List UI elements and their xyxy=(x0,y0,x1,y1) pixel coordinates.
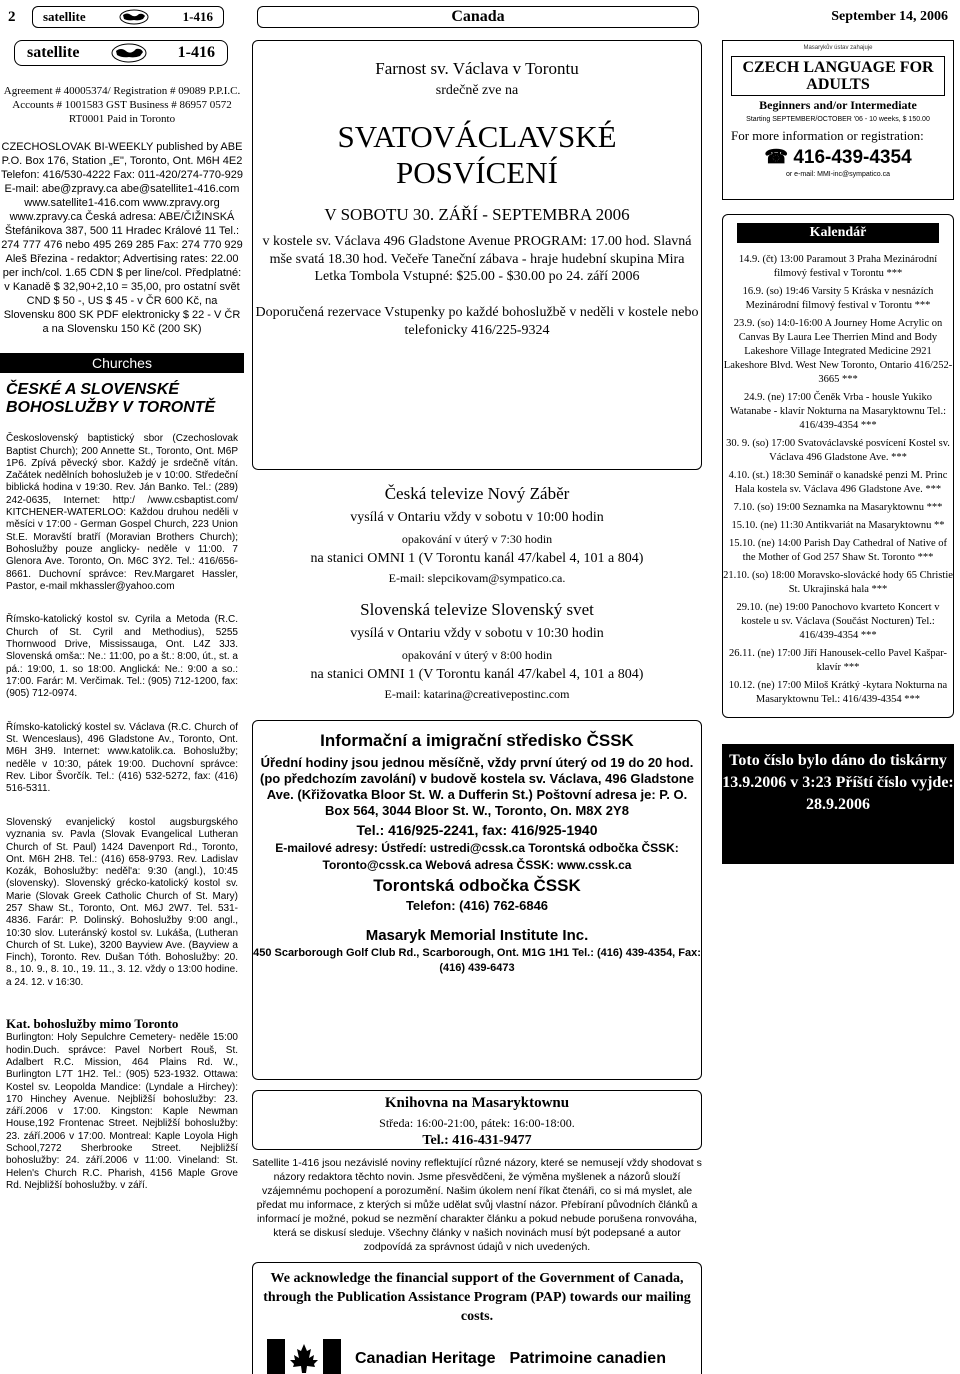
czech-tv-repeat: opakování v úterý v 7:30 hodin xyxy=(401,532,553,546)
ad-intro: Masarykův ústav zahajuje xyxy=(803,45,873,51)
kat-services-title: Kat. bohoslužby mimo Toronto xyxy=(6,1016,179,1032)
calendar-event: 16.9. (so) 19:46 Varsity 5 Kráska v nesnázích Mezinárodní filmový festival v Torontu *** xyxy=(742,286,934,311)
church-paragraph: Československý baptistický sbor (Czechoslovak Baptist Church); 200 Annette St., Toronto, Ont. M6P 1P6. Zpívá pěvecký sbor. Každý je srdečně vítán. Začátek nedělních bohoslužeb je v 10:00. Středeční biblická hodina v 19:30. Rev. Ján Banko. Tel.: (289) 242-0635, Internet: http:/ /www.csbaptist.com/ KITCHENER-WATERLOO: Každou druhou neděli v měsíci v 17:00 - German Gospel Church, 223 Union St.E. Moravští bratří (Moravian Brothers Church); Bohoslužby pouze anglicky- neděle v 11:00. 7 Glenora Ave. Toronto, On. M6C 3Y2. Tel.: 416/656-8661. Duchovní správce: Rev.Margaret Hassler, Pastor, e-mail mkhassler@yahoo.com xyxy=(6,433,238,592)
header-section-title: Canada xyxy=(257,6,699,28)
masthead-logo-right: 1-416 xyxy=(177,44,215,61)
canadian-heritage-logo xyxy=(267,1339,666,1374)
event-program: v kostele sv. Václava 496 Gladstone Avenue PROGRAM: 17.00 hod. Slavná mše svatá 18.30 hod. Večeře Taneční zábava - hraje hudební skupina Mira Letka Tombola Vstupné: $25.00 - $30.00 po 24. září 2006 xyxy=(262,234,692,285)
calendar-box xyxy=(722,214,954,718)
church-paragraph: Slovenský evanjelický kostol augsburgského vyznania sv. Pavla (Slovak Evangelical Lutheran Church of St. Paul) 1424 Davenport Rd., Toronto, Ont. M6H 2H8. Tel.: (416) 658-9793. Rev. Ladislav Kozák, Bohoslužby: neděl'a: 9:30 (angl.), 10:45 (slovensky). Slovenský grécko-katolický kostol sv. Marie (Slovak Greek Catholic Church of St. Mary) 257 Shaw St., Toronto, Ont. M6J 2W7. Tel. 531-4836. Farár: P. Dolinský. Bohoslužby 9:00 angl., 10:30 slov. Luteránský kostol sv. Lukáša, (Lutheran Church of St. Luke), 3200 Bayview Ave. (Bayview a Finch), Toronto. Rev. Dušan Tóth. Bohoslužby: 20. 8., 10. 9., 8. 10., 19. 11., 3. 12. vždy o 13:00 hodine. a 24. 12. v 16:30. xyxy=(6,816,238,988)
header-date: September 14, 2006 xyxy=(831,9,948,24)
church-paragraph: Římsko-katolický kostol sv. Cyrila a Metoda (R.C. Church of St. Cyril and Methodius), 5255 Thornwood Drive, Mississauga, Ont. L4Z 3J3. Slovenská omša:: Ne.: 11:00, po a št.: 8:00, út., st. a pá.: 19:00, 1. so 18:00. Anglická: Ne.: 9:00 a so.: 17:00. Farár: M. Verčimak. Tel.: (905) 712-1200, fax: (905) 712-0974. xyxy=(6,614,238,700)
middle-column xyxy=(252,40,702,1374)
event-date: V SOBOTU 30. ZÁŘÍ - SEPTEMBRA 2006 xyxy=(324,205,630,224)
slovak-tv-repeat: opakování v úterý v 8:00 hodin xyxy=(401,648,553,662)
calendar-event: 10.12. (ne) 17:00 Miloš Krátký -kytara Nokturna na Masaryktownu Tel.: 416/439-4354 *** xyxy=(728,680,948,705)
header-logo-left: satellite xyxy=(43,9,86,24)
czech-tv-station: na stanici OMNI 1 (V Torontu kanál 47/kabel 4, 101 a 804) xyxy=(310,551,644,566)
slovak-tv-schedule: vysílá v Ontariu vždy v sobotu v 10:30 hodin xyxy=(350,626,604,641)
ad-info: For more information or registration: xyxy=(731,128,924,143)
calendar-event: 15.10. (ne) 11:30 Antikvariát na Masaryktownu ** xyxy=(731,520,945,531)
canada-flag-icon xyxy=(267,1339,341,1374)
calendar-event: 14.9. (čt) 13:00 Paramout 3 Praha Mezinárodní filmový festival v Torontu *** xyxy=(738,254,938,279)
czech-tv-block xyxy=(252,484,702,586)
ad-email: or e-mail: MMI-inc@sympatico.ca xyxy=(786,171,890,178)
cssk-emails: E-mailové adresy: Ústředí: ustredi@cssk.ca Torontská odbočka ČSSK: Toronto@cssk.ca Webová adresa ČSSK: www.cssk.ca xyxy=(275,841,679,872)
calendar-event: 4.10. (st.) 18:30 Seminář o kanadské penzi M. Princ Hala kostela sv. Václava 496 Gladstone Ave. *** xyxy=(728,470,948,495)
czech-tv-email: E-mail: slepcikovam@sympatico.ca. xyxy=(388,571,566,585)
phone-icon: ☎ xyxy=(764,147,794,168)
library-phone: Tel.: 416-431-9477 xyxy=(422,1133,532,1148)
calendar-event: 30. 9. (so) 17:00 Svatováclavské posvícení Kostel sv. Václava 496 Gladstone Ave. *** xyxy=(726,438,950,463)
editorial-disclaimer: Satellite 1-416 jsou nezávislé noviny reflektující různé názory, které se nemusejí vždy shodovat s názory redaktora těchto novin. Jsme přesvědčeni, že výměna myšlenek a názorů slouží vzájemnému pochopení a porozumění. Našim úkolem není říkat čtenáři, co si má myslet, ale předat mu informace, z kterých si může udělat svůj vlastní názor. Přebíraní původních článků a informací je možné, pokud se nezmění charakter článku a pokud nebude porušena ronvováha, která se diskusí sleduje. Všechny články v našich novinách musí být podepsané a autor zodpovídá za správnost údajů v nich uvedených. xyxy=(252,1157,702,1253)
cssk-hours: Úřední hodiny jsou jednou měsíčně, vždy první úterý od 19 do 20 hod. (po předchozím zavolání) v budově kostela sv. Václava, 496 Gladstone Ave. (Křižovatka Bloor St. W. a Dufferin St.) Poštovní adresa je: P. O. Box 564, 3044 Bloor St. W., Toronto, On. M8X 2Y8 xyxy=(260,755,694,818)
calendar-event: 26.11. (ne) 17:00 Jiří Hanousek-cello Pavel Kašpar-klavír *** xyxy=(728,648,948,673)
czech-tv-schedule: vysílá v Ontariu vždy v sobotu v 10:00 hodin xyxy=(350,510,604,525)
masthead-contact: CZECHOSLOVAK BI-WEEKLY published by ABE P.O. Box 176, Station „E", Toronto, Ont. M6H 4E2 Telefon: 416/530-4222 Fax: 011-420/274-770-929 E-mail: abe@zpravy.ca abe@satellite1-416.com www.satellite1-416.com www.zpravy.org www.zpravy.ca Česká adresa: ABE/ČIŽINSKÁ Štefánikova 387, 500 11 Hradec Králové 11 Tel.: 274 777 476 nebo 495 269 285 Fax: 274 770 929 Aleš Březina - redaktor; Advertising rates: 22.00 per inch/col. 1.65 CDN $ per line/col. Předplatné: v Kanadě $ 32,90+2,10 = 35,00, pro ostatní svět CND $ 50 -, US $ 45 - v ČR 600 Kč, na Slovensku 800 SK PDF elektronicky $ 22 - V ČR a na Slovensku 150 Kč (200 SK) xyxy=(1,141,243,335)
cssk-title: Informační a imigrační středisko ČSSK xyxy=(320,731,634,750)
slovak-tv-station: na stanici OMNI 1 (V Torontu kanál 47/kabel 4, 101 a 804) xyxy=(310,667,644,682)
churches-list xyxy=(6,421,238,1010)
event-title: SVATOVÁCLAVSKÉ POSVÍCENÍ xyxy=(337,119,617,190)
ad-levels: Beginners and/or Intermediate xyxy=(759,98,917,112)
heritage-french: Patrimoine canadien xyxy=(509,1349,666,1367)
czech-language-ad xyxy=(722,40,954,200)
churches-section-bar: Churches xyxy=(0,353,244,373)
cssk-phone: Tel.: 416/925-2241, fax: 416/925-1940 xyxy=(356,822,598,838)
header-logo-right: 1-416 xyxy=(182,9,213,24)
kat-services-text: Burlington: Holy Sepulchre Cemetery- neděle 15:00 hodin.Duch. správce: Pavel Norbert Rouš, St. Adalbert R.C. Mission, 464 Plains Rd. W., Burlington L7T 1H2. Tel.: (905) 523-1932. Ottawa: Kostel sv. Leopolda Mandice: (Lyndale a Hirchey): 170 Hinchey Avenue. Nejbližší bohoslužby: 23. září.2006 v 17:00. Kingston: Kaple Newman House,192 Frontenac Street. Nejbližší bohoslužby: 23. září.2006 v 17:00. Montreal: Kaple Loyola High School,7272 Sherbrooke Street. Nejbližší bohoslužby: 24. září.2006 v 11:00. Vineland: St. Helen's Church R.C. Pharish, 4156 Maple Grove Rd. Nejbližší bohoslužby. v září. xyxy=(6,1032,238,1191)
calendar-event: 23.9. (so) 14:0-16:00 A Journey Home Acrylic on Canvas By Laura Lee Therrien Mind and Body Lakeshore Village Integrated Medicine 2921 Lakeshore Blvd. West New Toronto, Ontario 416/252-3665 *** xyxy=(723,318,953,385)
cssk-info-box xyxy=(252,720,702,1080)
library-box xyxy=(252,1090,702,1150)
masaryk-institute-title: Masaryk Memorial Institute Inc. xyxy=(365,927,589,944)
library-hours: Středa: 16:00-21:00, pátek: 16:00-18:00. xyxy=(379,1116,575,1130)
left-column xyxy=(0,40,244,1368)
masthead-info xyxy=(0,70,244,350)
invite-line: srdečně zve na xyxy=(435,83,519,98)
church-paragraph: Římsko-katolický kostel sv. Václava (R.C. Church of St. Wenceslaus), 496 Gladstone Av., Toronto, Ont. M6H 3H9. Internet: www.katolik.ca. Bohoslužby; neděle v 10:30, pátek 19:00. Duchovní správce: Rev. Libor Švorčík. Tel.: (416) 532-5272, fax: (416) 516-5311. xyxy=(6,721,238,795)
masthead-logo xyxy=(14,40,228,66)
calendar-event: 21.10. (so) 18:00 Moravsko-slovácké hody 65 Christie St. Ukrajinská hala *** xyxy=(723,570,953,595)
globe-icon xyxy=(111,43,147,63)
issue-info-box: Toto číslo bylo dáno do tiskárny 13.9.2006 v 3:23 Příští číslo vyjde: 28.9.2006 xyxy=(722,744,954,864)
slovak-tv-email: E-mail: katarina@creativepostinc.com xyxy=(384,687,570,701)
churches-title: ČESKÉ A SLOVENSKÉ BOHOSLUŽBY V TORONTĚ xyxy=(6,381,216,416)
calendar-events xyxy=(723,253,953,707)
acknowledgement-text: We acknowledge the financial support of the Government of Canada, through the Publication Assistance Program (PAP) towards our mailing costs. xyxy=(263,1271,691,1324)
calendar-event: 15.10. (ne) 14:00 Parish Day Cathedral of Native of the Mother of God 257 Shaw St. Toronto *** xyxy=(728,538,948,563)
ad-phone xyxy=(731,146,945,169)
masaryk-institute-address: 450 Scarborough Golf Club Rd., Scarborough, Ont. M1G 1H1 Tel.: (416) 439-4354, Fax: (416) 439-6473 xyxy=(253,947,701,974)
right-column xyxy=(722,40,954,864)
page-number: 2 xyxy=(8,8,16,25)
calendar-event: 24.9. (ne) 17:00 Čeněk Vrba - housle Yukiko Watanabe - klavír Nokturna na Masaryktownu Tel.: 416/439-4354 *** xyxy=(729,392,947,431)
globe-icon xyxy=(119,9,149,25)
toronto-branch-phone: Telefon: (416) 762-6846 xyxy=(405,898,549,913)
header-logo xyxy=(32,6,224,28)
calendar-event: 29.10. (ne) 19:00 Panochovo kvarteto Koncert v kostele u sv. Václava (Součást Nocturen) Tel.: 416/439-4354 *** xyxy=(736,602,940,641)
slovak-tv-title: Slovenská televize Slovenský svet xyxy=(360,600,594,619)
ad-schedule: Starting SEPTEMBER/OCTOBER '06 - 10 weeks, $ 150.00 xyxy=(746,116,930,123)
event-reservation: Doporučená rezervace Vstupenky po každé bohoslužbě v neděli v kostele nebo telefonicky 416/225-9324 xyxy=(255,304,699,338)
government-acknowledgement xyxy=(252,1262,702,1374)
slovak-tv-block xyxy=(252,600,702,702)
toronto-branch-title: Torontská odbočka ČSSK xyxy=(373,876,581,895)
parish-name: Farnost sv. Václava v Torontu xyxy=(375,59,579,78)
posviceni-announcement xyxy=(252,40,702,470)
ad-title: CZECH LANGUAGE FOR ADULTS xyxy=(731,56,945,96)
ad-phone-number: 416-439-4354 xyxy=(793,147,912,168)
calendar-event: 7.10. (so) 19:00 Seznamka na Masaryktownu *** xyxy=(733,502,943,513)
calendar-title: Kalendář xyxy=(737,223,939,243)
masthead-logo-left: satellite xyxy=(27,44,80,61)
masthead-registration: Agreement # 40005374/ Registration # 09089 P.P.I.C. Accounts # 1001583 GST Business # 86957 0572 RT0001 Paid in Toronto xyxy=(3,85,241,125)
czech-tv-title: Česká televize Nový Záběr xyxy=(384,484,570,503)
library-title: Knihovna na Masaryktownu xyxy=(384,1095,570,1111)
heritage-english: Canadian Heritage xyxy=(355,1349,496,1367)
